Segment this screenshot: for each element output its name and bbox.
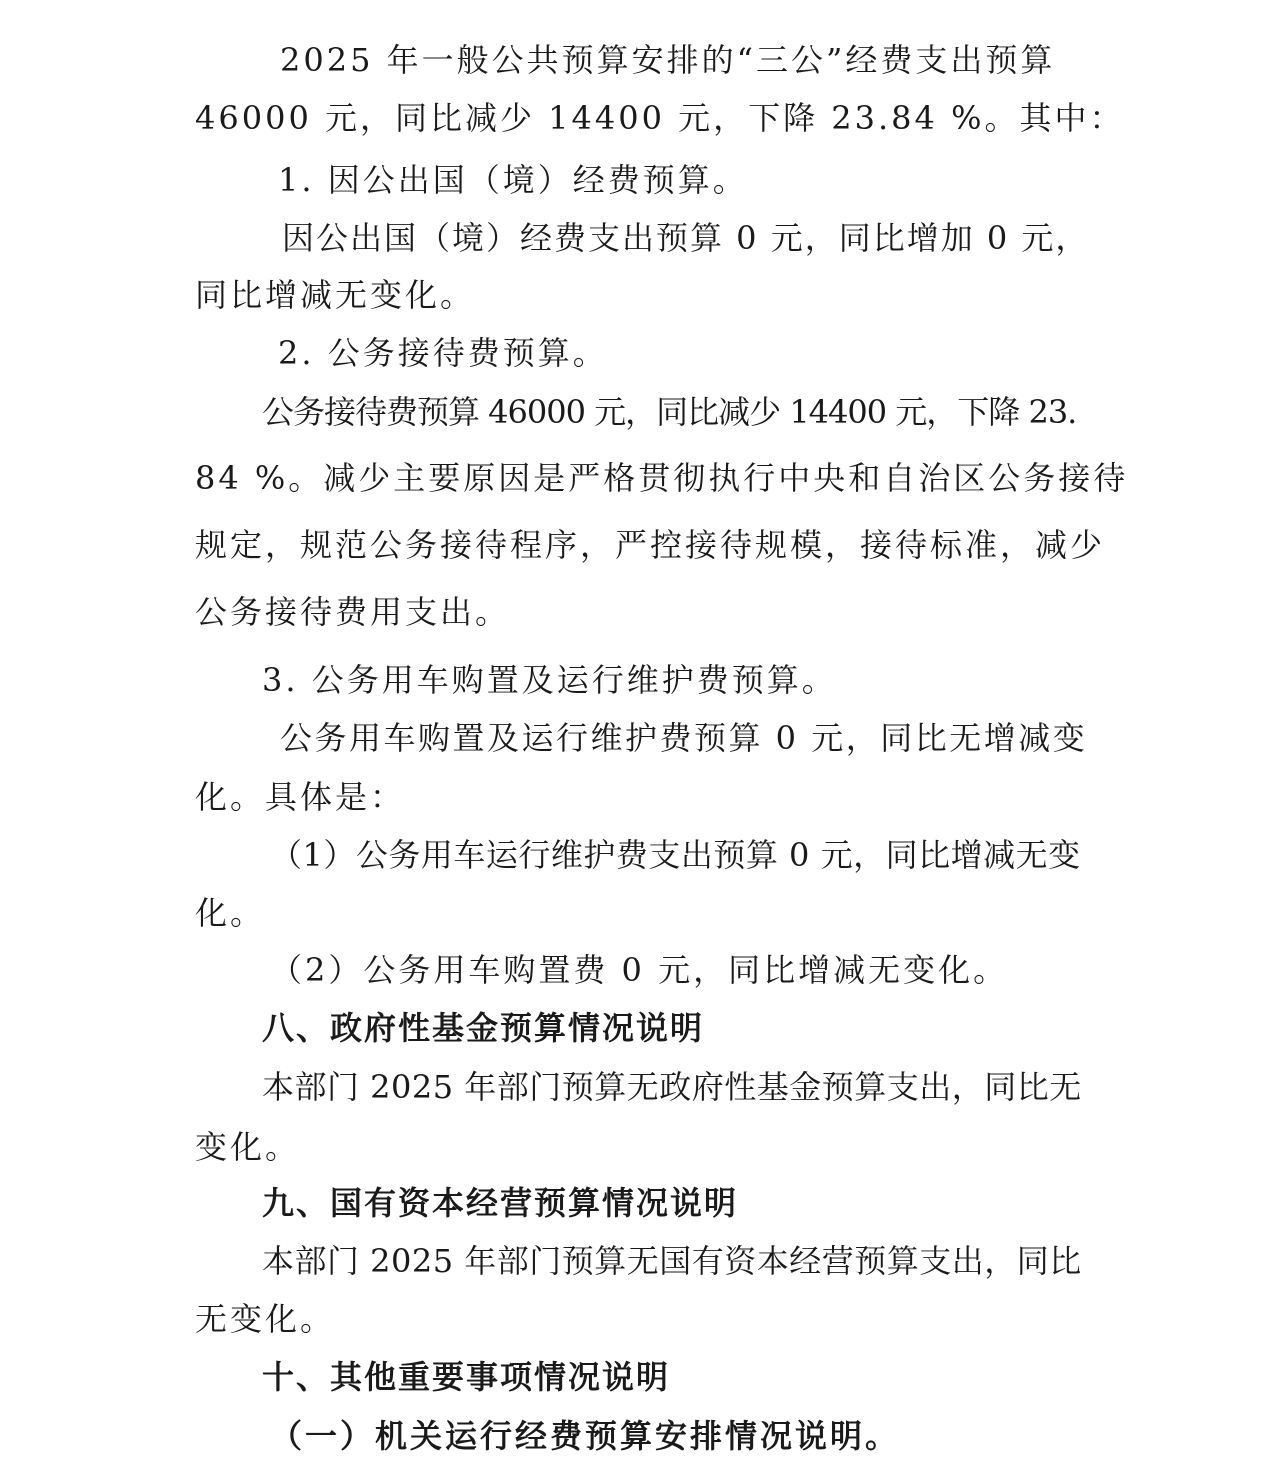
item3-sub2: （2）公务用车购置费 0 元，同比增减无变化。: [270, 951, 1009, 989]
item2-line-4: 公务接待费用支出。: [195, 593, 511, 631]
item3-line-2: 化。具体是：: [195, 778, 406, 816]
item3-title: 3. 公务用车购置及运行维护费预算。: [262, 661, 837, 699]
intro-line-1: 2025 年一般公共预算安排的“三公”经费支出预算: [280, 41, 1056, 79]
item2-line-3: 规定，规范公务接待程序，严控接待规模，接待标准，减少: [195, 526, 1106, 564]
item3-sub1-line-1: （1）公务用车运行维护费支出预算 0 元，同比增减无变: [270, 836, 1081, 874]
item2-title: 2. 公务接待费预算。: [278, 334, 608, 372]
section9-line-1: 本部门 2025 年部门预算无国有资本经营预算支出，同比: [262, 1242, 1082, 1280]
item3-line-1: 公务用车购置及运行维护费预算 0 元，同比无增减变: [280, 719, 1088, 757]
item3-sub1-line-2: 化。: [195, 894, 266, 932]
item1-title: 1. 因公出国（境）经费预算。: [278, 161, 748, 199]
section10-subheading: （一）机关运行经费预算安排情况说明。: [270, 1417, 901, 1455]
intro-line-2: 46000 元，同比减少 14400 元，下降 23.84 %。其中：: [195, 99, 1125, 137]
section9-heading: 九、国有资本经营预算情况说明: [262, 1184, 739, 1222]
item2-line-2: 84 %。减少主要原因是严格贯彻执行中央和自治区公务接待: [195, 459, 1129, 497]
item1-line-2: 同比增减无变化。: [195, 276, 476, 314]
section8-line-1: 本部门 2025 年部门预算无政府性基金预算支出，同比无: [262, 1068, 1082, 1106]
item1-line-1: 因公出国（境）经费支出预算 0 元，同比增加 0 元，: [282, 219, 1090, 257]
item2-line-1: 公务接待费预算 46000 元，同比减少 14400 元，下降 23.: [262, 393, 1077, 431]
section10-heading: 十、其他重要事项情况说明: [262, 1358, 671, 1396]
section9-line-2: 无变化。: [195, 1300, 336, 1338]
section8-line-2: 变化。: [195, 1128, 301, 1166]
section8-heading: 八、政府性基金预算情况说明: [262, 1009, 705, 1047]
